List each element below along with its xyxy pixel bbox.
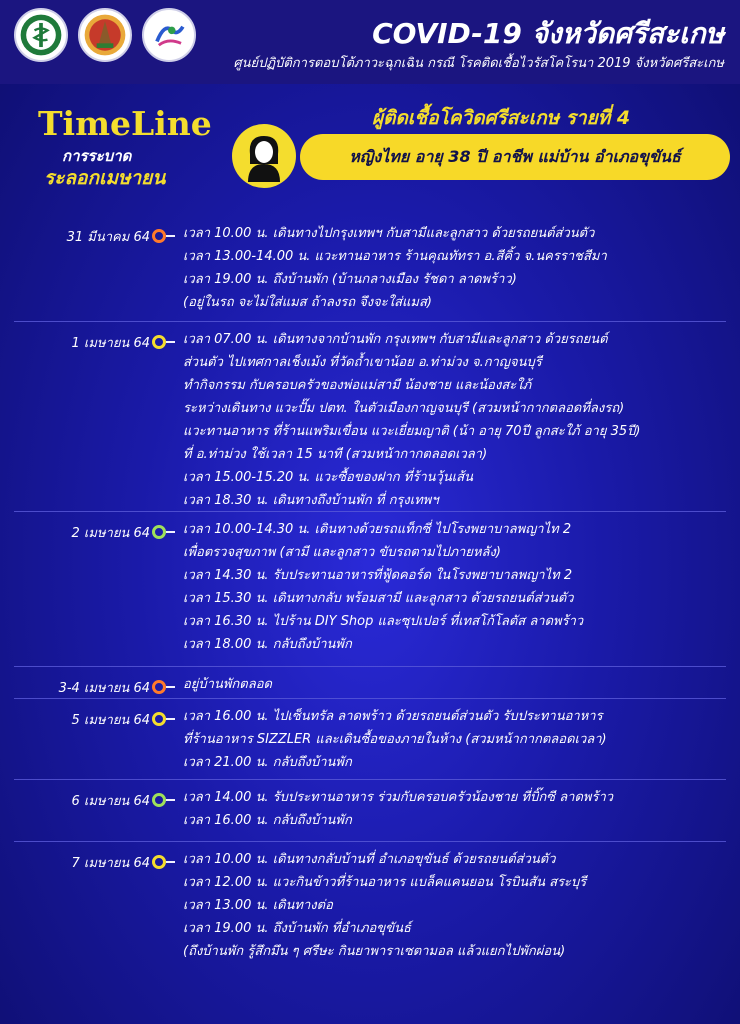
timeline-dot-icon	[152, 525, 166, 539]
case-details-banner: หญิงไทย อายุ 38 ปี อาชีพ แม่บ้าน อำเภอขุขันธ์	[300, 134, 730, 180]
event-line: เวลา 13.00-14.00 น. แวะทานอาหาร ร้านคุณทัทรา อ.สีคิ้ว จ.นครราชสีมา	[183, 249, 607, 264]
day-separator	[14, 698, 726, 699]
day-separator	[14, 841, 726, 842]
provincial-seal-logo	[78, 8, 132, 62]
timeline-dot-icon	[152, 793, 166, 807]
event-line: เวลา 18.30 น. เดินทางถึงบ้านพัก ที่ กรุงเทพฯ	[183, 493, 439, 508]
day-date: 7 เมษายน 64	[71, 856, 150, 871]
event-line: เวลา 13.00 น. เดินทางต่อ	[183, 898, 333, 913]
event-line: ส่วนตัว ไปเทศกาลเช็งเม้ง ที่วัดถ้ำเขาน้อย อ.ท่าม่วง จ.กาญจนบุรี	[183, 355, 542, 370]
day-separator	[14, 511, 726, 512]
day-date: 31 มีนาคม 64	[66, 230, 150, 245]
ministry-public-health-logo	[14, 8, 68, 62]
timeline-subtitle-2: ระลอกเมษายน	[44, 167, 166, 189]
woman-avatar-icon	[232, 124, 296, 188]
provincial-health-office-logo	[142, 8, 196, 62]
event-line: เวลา 15.00-15.20 น. แวะซื้อของฝาก ที่ร้านวุ้นเส้น	[183, 470, 473, 485]
event-line: ระหว่างเดินทาง แวะปั๊ม ปตท. ในตัวเมืองกาญจนบุรี (สวมหน้ากากตลอดที่ลงรถ)	[183, 401, 625, 416]
day-date: 5 เมษายน 64	[71, 713, 150, 728]
event-line: เวลา 14.00 น. รับประทานอาหาร ร่วมกับครอบครัวน้องชาย ที่บิ๊กซี ลาดพร้าว	[183, 790, 614, 805]
event-line: เวลา 12.00 น. แวะกินข้าวที่ร้านอาหาร แบล็คแคนยอน โรบินสัน สระบุรี	[183, 875, 587, 890]
timeline-connector	[166, 861, 175, 863]
day-separator	[14, 666, 726, 667]
timeline-dot-icon	[152, 229, 166, 243]
page-subtitle: ศูนย์ปฏิบัติการตอบโต้ภาวะฉุกเฉิน กรณี โรคติดเชื้อไวรัสโคโรนา 2019 จังหวัดศรีสะเกษ	[233, 56, 724, 71]
event-line: เพื่อตรวจสุขภาพ (สามี และลูกสาว ขับรถตามไปภายหลัง)	[183, 545, 501, 560]
event-line: เวลา 10.00-14.30 น. เดินทางด้วยรถแท็กซี่ ไปโรงพยาบาลพญาไท 2	[183, 522, 572, 537]
event-line: เวลา 07.00 น. เดินทางจากบ้านพัก กรุงเทพฯ กับสามีและลูกสาว ด้วยรถยนต์	[183, 332, 608, 347]
event-line: อยู่บ้านพักตลอด	[183, 677, 272, 692]
event-line: แวะทานอาหาร ที่ร้านแพริมเขื่อน แวะเยี่ยมญาติ (น้า อายุ 70ปี ลูกสะใภ้ อายุ 35ปี)	[183, 424, 641, 439]
event-line: ที่ร้านอาหาร SIZZLER และเดินซื้อของภายในห้าง (สวมหน้ากากตลอดเวลา)	[183, 732, 607, 747]
event-line: ที่ อ.ท่าม่วง ใช้เวลา 15 นาที (สวมหน้ากากตลอดเวลา)	[183, 447, 488, 462]
event-line: เวลา 14.30 น. รับประทานอาหารที่ฟู้ดคอร์ด ในโรงพยาบาลพญาไท 2	[183, 568, 573, 583]
day-date: 2 เมษายน 64	[71, 526, 150, 541]
event-line: เวลา 21.00 น. กลับถึงบ้านพัก	[183, 755, 352, 770]
event-line: เวลา 16.00 น. ไปเซ็นทรัล ลาดพร้าว ด้วยรถยนต์ส่วนตัว รับประทานอาหาร	[183, 709, 603, 724]
timeline-connector	[166, 718, 175, 720]
page-title: COVID-19 จังหวัดศรีสะเกษ	[372, 17, 724, 50]
timeline-title: TimeLine	[38, 104, 212, 143]
event-line: เวลา 10.00 น. เดินทางกลับบ้านที่ อำเภอขุขันธ์ ด้วยรถยนต์ส่วนตัว	[183, 852, 556, 867]
timeline-dot-icon	[152, 680, 166, 694]
timeline-connector	[166, 799, 175, 801]
timeline-dot-icon	[152, 855, 166, 869]
event-line: ทำกิจกรรม กับครอบครัวของพ่อแม่สามี น้องชาย และน้องสะใภ้	[183, 378, 532, 393]
timeline-dot-icon	[152, 335, 166, 349]
day-date: 3-4 เมษายน 64	[58, 681, 150, 696]
event-line: เวลา 10.00 น. เดินทางไปกรุงเทพฯ กับสามีและลูกสาว ด้วยรถยนต์ส่วนตัว	[183, 226, 595, 241]
case-title: ผู้ติดเชื้อโควิดศรีสะเกษ รายที่ 4	[372, 107, 631, 129]
event-line: เวลา 16.30 น. ไปร้าน DIY Shop และซุปเปอร์ ที่เทสโก้โลตัส ลาดพร้าว	[183, 614, 584, 629]
event-line: เวลา 18.00 น. กลับถึงบ้านพัก	[183, 637, 352, 652]
event-line: (อยู่ในรถ จะไม่ใส่แมส ถ้าลงรถ จึงจะใส่แมส)	[183, 295, 432, 310]
event-line: (ถึงบ้านพัก รู้สึกมึน ๆ ศรีษะ กินยาพาราเซตามอล แล้วแยกไปพักผ่อน)	[183, 944, 566, 959]
day-date: 6 เมษายน 64	[71, 794, 150, 809]
event-line: เวลา 16.00 น. กลับถึงบ้านพัก	[183, 813, 352, 828]
timeline-connector	[166, 686, 175, 688]
day-separator	[14, 321, 726, 322]
timeline-connector	[166, 531, 175, 533]
event-line: เวลา 15.30 น. เดินทางกลับ พร้อมสามี และลูกสาว ด้วยรถยนต์ส่วนตัว	[183, 591, 574, 606]
event-line: เวลา 19.00 น. ถึงบ้านพัก ที่อำเภอขุขันธ์	[183, 921, 411, 936]
timeline-connector	[166, 341, 175, 343]
timeline-subtitle: การระบาด	[62, 147, 132, 165]
day-date: 1 เมษายน 64	[71, 336, 150, 351]
header-bar	[0, 0, 740, 84]
day-separator	[14, 779, 726, 780]
timeline-dot-icon	[152, 712, 166, 726]
event-line: เวลา 19.00 น. ถึงบ้านพัก (บ้านกลางเมือง รัชดา ลาดพร้าว)	[183, 272, 517, 287]
timeline-connector	[166, 235, 175, 237]
